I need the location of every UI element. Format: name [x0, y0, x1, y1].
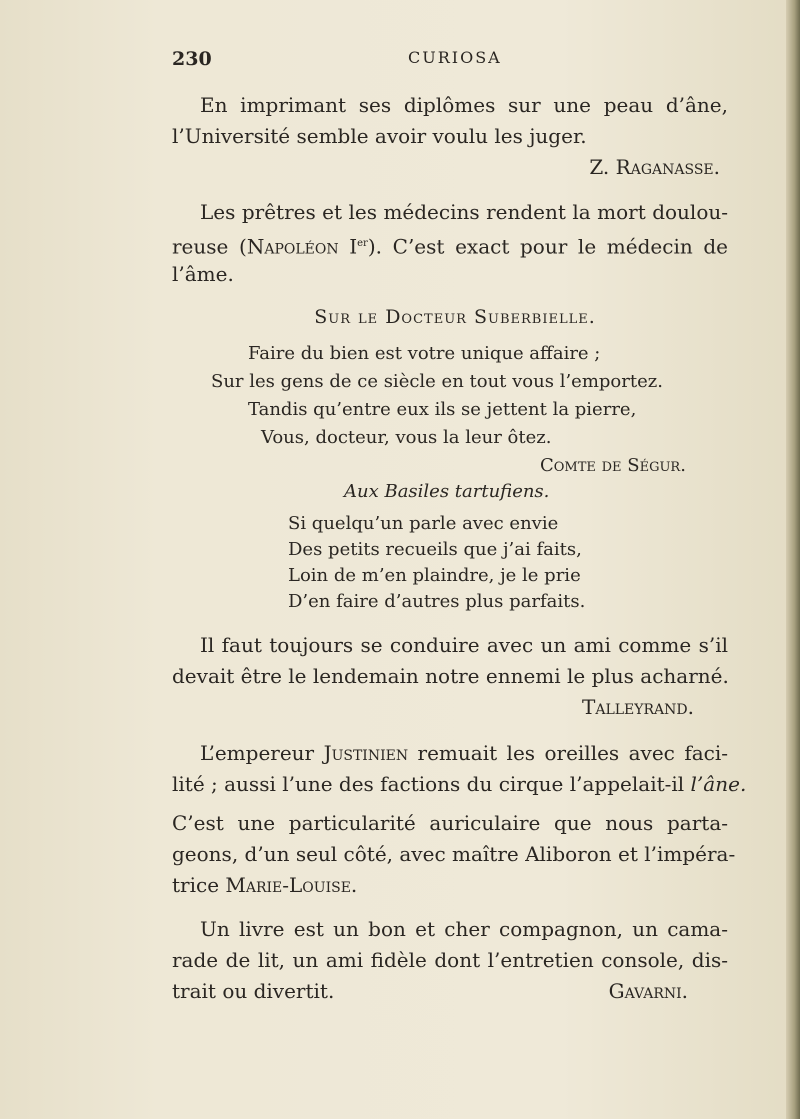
- p4-justinien: Justinien: [323, 741, 409, 765]
- poem2-verse-1: Si quelqu’un parle avec envie: [288, 513, 559, 534]
- p6-signature: Gavarni.: [608, 979, 688, 1003]
- poem1-signature: Comte de Ségur.: [540, 455, 686, 476]
- p4-line-1: L’empereur Justinien remuait les oreilles avec faci-: [200, 741, 728, 765]
- p6-line-3: trait ou divertit.: [172, 979, 335, 1003]
- poem1-verse-1: Faire du bien est votre unique affaire ;: [248, 343, 601, 364]
- p1-line-1: En imprimant ses diplômes sur une peau d’âne,: [200, 93, 728, 117]
- poem1-verse-4: Vous, docteur, vous la leur ôtez.: [261, 427, 552, 448]
- poem1-verse-2: Sur les gens de ce siècle en tout vous l’emportez.: [211, 371, 663, 392]
- p2-line-1: Les prêtres et les médecins rendent la mort doulou-: [200, 200, 728, 224]
- p5-marie-louise: Marie-Louise.: [225, 873, 358, 897]
- p2-line-3: l’âme.: [172, 262, 234, 286]
- poem2-verse-2: Des petits recueils que j’ai faits,: [288, 539, 582, 560]
- p5-line-3: trice Marie-Louise.: [172, 873, 358, 897]
- page-header: [172, 48, 732, 76]
- poem1-title: Sur le Docteur Suberbielle.: [314, 306, 596, 328]
- p3-line-2: devait être le lendemain notre ennemi le plus acharné.: [172, 664, 729, 688]
- p6-line-1: Un livre est un bon et cher compagnon, un cama-: [200, 917, 728, 941]
- p1-signature: Z. Raganasse.: [589, 155, 720, 179]
- poem2-verse-3: Loin de m’en plaindre, je le prie: [288, 565, 581, 586]
- p5-line-1: C’est une particularité auriculaire que nous parta-: [172, 811, 728, 835]
- page-number: 230: [172, 48, 212, 70]
- poem2-title: Aux Basiles tartufiens.: [344, 481, 550, 502]
- p5-line-2: geons, d’un seul côté, avec maître Aliboron et l’impéra-: [172, 842, 736, 866]
- p1-line-2: l’Université semble avoir voulu les juger.: [172, 124, 587, 148]
- p3-signature: Talleyrand.: [582, 695, 694, 719]
- p2-line-2: reuse (Napoléon Ier). C’est exact pour le médecin de: [172, 234, 728, 259]
- poem2-verse-4: D’en faire d’autres plus parfaits.: [288, 591, 586, 612]
- running-title: CURIOSA: [408, 48, 502, 67]
- poem1-verse-3: Tandis qu’entre eux ils se jettent la pierre,: [248, 399, 637, 420]
- p4-line-2: lité ; aussi l’une des factions du cirque l’appelait-il l’âne.: [172, 772, 747, 796]
- p6-line-2: rade de lit, un ami fidèle dont l’entretien console, dis-: [172, 948, 728, 972]
- p2-napoleon: Napoléon: [246, 234, 339, 259]
- p3-line-1: Il faut toujours se conduire avec un ami comme s’il: [200, 633, 728, 657]
- page-edge: [786, 0, 800, 1119]
